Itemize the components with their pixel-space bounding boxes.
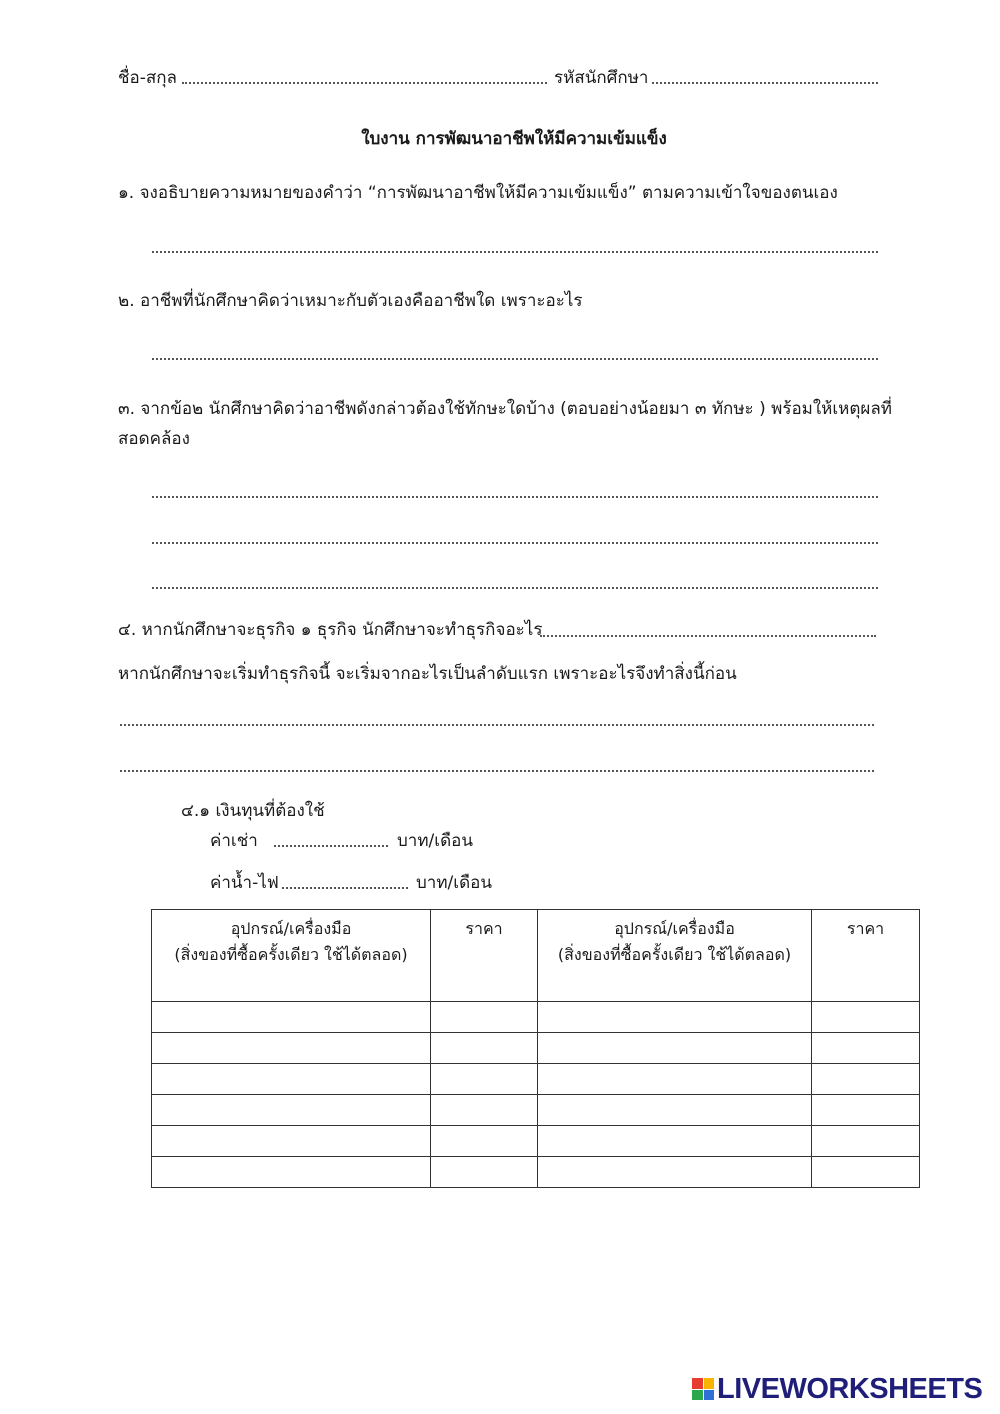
- question-1: ๑. จงอธิบายความหมายของคำว่า “การพัฒนาอาชีพให้มีความเข้มแข็ง” ตามความเข้าใจของตนเอง: [118, 183, 838, 203]
- table-row: [152, 1126, 920, 1157]
- equipment-cell[interactable]: [538, 1126, 812, 1157]
- price-cell[interactable]: [431, 1002, 538, 1033]
- answer-3-line-3[interactable]: [152, 587, 878, 589]
- answer-2-line[interactable]: [152, 358, 878, 360]
- question-3-line-2: สอดคล้อง: [118, 429, 190, 449]
- equipment-cell[interactable]: [538, 1033, 812, 1064]
- utilities-unit: บาท/เดือน: [416, 873, 492, 893]
- liveworksheets-watermark: [692, 1373, 982, 1405]
- table-row: [152, 1033, 920, 1064]
- header-price-2: ราคา: [812, 910, 920, 1002]
- equipment-cell[interactable]: [538, 1064, 812, 1095]
- liveworksheets-logo-icon: [692, 1378, 714, 1400]
- answer-3-line-2[interactable]: [152, 542, 878, 544]
- question-4-sub: หากนักศึกษาจะเริ่มทำธุรกิจนี้ จะเริ่มจากอะไรเป็นลำดับแรก เพราะอะไรจึงทำสิ่งนี้ก่อน: [118, 664, 737, 684]
- student-id-field[interactable]: [652, 82, 878, 84]
- answer-3-line-1[interactable]: [152, 496, 878, 498]
- equipment-cell[interactable]: [538, 1157, 812, 1188]
- answer-4-line-1[interactable]: [120, 724, 874, 726]
- header-price-1: ราคา: [431, 910, 538, 1002]
- question-4: ๔. หากนักศึกษาจะธุรกิจ ๑ ธุรกิจ นักศึกษาจะทำธุรกิจอะไร: [118, 620, 543, 640]
- worksheet-title: ใบงาน การพัฒนาอาชีพให้มีความเข้มแข็ง: [361, 129, 667, 149]
- price-cell[interactable]: [812, 1095, 920, 1126]
- table-row: [152, 1095, 920, 1126]
- table-body: [152, 1002, 920, 1188]
- header-equipment-2-note: (สิ่งของที่ซื้อครั้งเดียว ใช้ได้ตลอด): [557, 945, 792, 964]
- equipment-cell[interactable]: [152, 1064, 431, 1095]
- question-2: ๒. อาชีพที่นักศึกษาคิดว่าเหมาะกับตัวเองคืออาชีพใด เพราะอะไร: [118, 291, 583, 311]
- name-field[interactable]: [182, 82, 547, 84]
- question-3-line-1: ๓. จากข้อ๒ นักศึกษาคิดว่าอาชีพดังกล่าวต้องใช้ทักษะใดบ้าง (ตอบอย่างน้อยมา ๓ ทักษะ ) พร้อมให้เหตุผลที่: [118, 399, 893, 419]
- student-id-label: รหัสนักศึกษา: [554, 68, 649, 88]
- name-label: ชื่อ-สกุล: [118, 68, 177, 88]
- rent-field[interactable]: [274, 845, 388, 847]
- table-row: [152, 1157, 920, 1188]
- answer-4-line-2[interactable]: [120, 770, 874, 772]
- capital-heading: ๔.๑ เงินทุนที่ต้องใช้: [181, 801, 325, 821]
- header-equipment-1-note: (สิ่งของที่ซื้อครั้งเดียว ใช้ได้ตลอด): [174, 945, 408, 964]
- utilities-label: ค่าน้ำ-ไฟ: [210, 873, 279, 893]
- watermark-text: LIVEWORKSHEETS: [717, 1372, 983, 1405]
- header-equipment-1-title: อุปกรณ์/เครื่องมือ: [230, 919, 352, 938]
- price-cell[interactable]: [812, 1002, 920, 1033]
- header-equipment-1: [152, 910, 431, 1002]
- table-header-row: [152, 910, 920, 1002]
- equipment-cell[interactable]: [152, 1095, 431, 1126]
- equipment-cell[interactable]: [152, 1126, 431, 1157]
- business-name-field[interactable]: [540, 635, 876, 637]
- price-cell[interactable]: [812, 1033, 920, 1064]
- price-cell[interactable]: [431, 1157, 538, 1188]
- equipment-table: [151, 909, 920, 1188]
- price-cell[interactable]: [812, 1064, 920, 1095]
- answer-1-line[interactable]: [152, 251, 878, 253]
- equipment-cell[interactable]: [152, 1033, 431, 1064]
- rent-label: ค่าเช่า: [210, 831, 258, 851]
- price-cell[interactable]: [431, 1033, 538, 1064]
- header-equipment-2-title: อุปกรณ์/เครื่องมือ: [614, 919, 735, 938]
- price-cell[interactable]: [812, 1126, 920, 1157]
- price-cell[interactable]: [431, 1095, 538, 1126]
- rent-unit: บาท/เดือน: [397, 831, 473, 851]
- equipment-cell[interactable]: [538, 1002, 812, 1033]
- price-cell[interactable]: [431, 1126, 538, 1157]
- price-cell[interactable]: [431, 1064, 538, 1095]
- equipment-cell[interactable]: [152, 1002, 431, 1033]
- header-equipment-2: [538, 910, 812, 1002]
- table-row: [152, 1002, 920, 1033]
- price-cell[interactable]: [812, 1157, 920, 1188]
- table-row: [152, 1064, 920, 1095]
- utilities-field[interactable]: [282, 887, 408, 889]
- equipment-cell[interactable]: [152, 1157, 431, 1188]
- equipment-cell[interactable]: [538, 1095, 812, 1126]
